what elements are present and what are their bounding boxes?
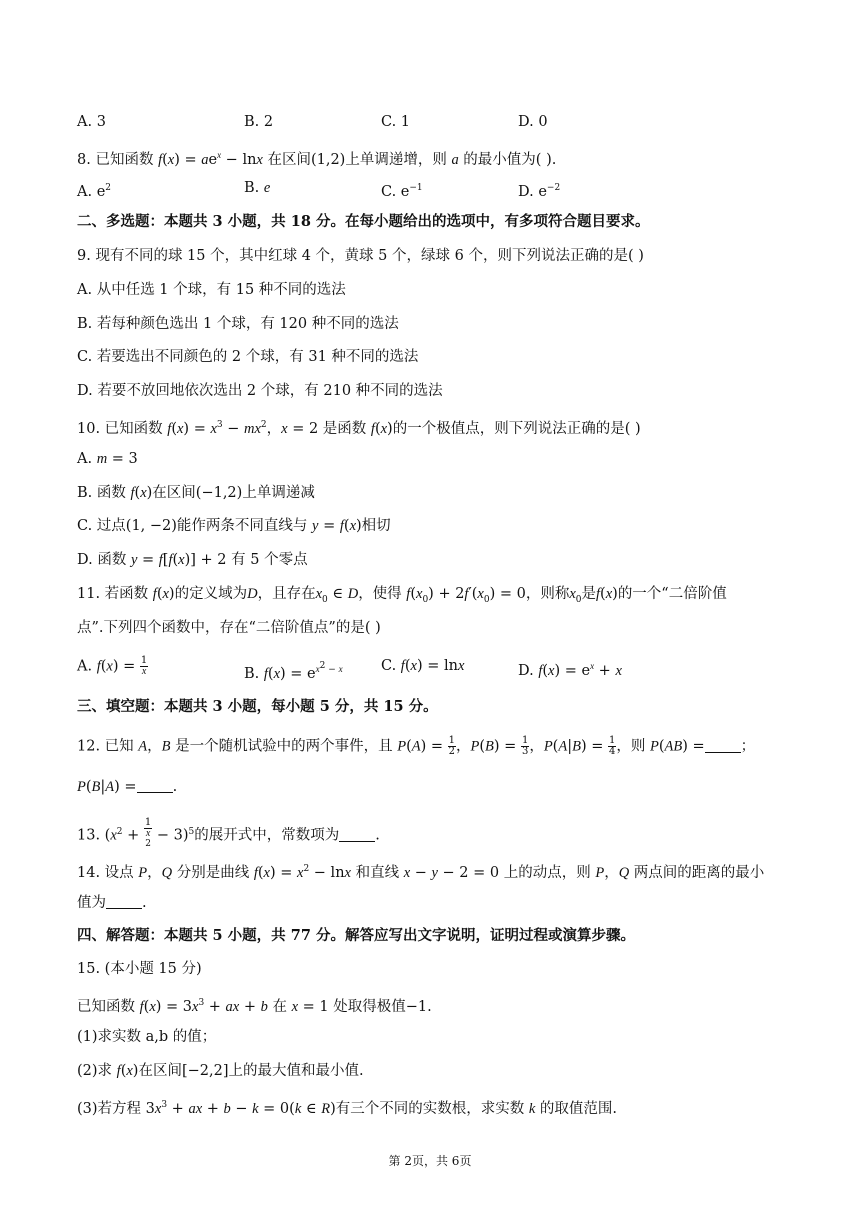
q11-option-c: C. f(x) = lnx <box>381 658 465 674</box>
section-4-heading: 四、解答题：本题共 5 小题，共 77 分。解答应写出文字说明，证明过程或演算步骤。 <box>77 927 635 944</box>
q13-answer-blank <box>339 827 375 842</box>
q12-stem-line1: 12. 已知 A，B 是一个随机试验中的两个事件，且 P(A) = $\frac{1}{2}$ ，P(B) = $\frac{1}{3}$ ，P(A|B) = $\frac{1}{4}$ ，则 P(AB) = ； <box>77 735 756 757</box>
page-footer: 第 2页，共 6页 <box>388 1154 472 1168</box>
q11-stem-line2: 点”.下列四个函数中，存在“二倍阶值点”的是( ) <box>77 620 381 636</box>
q8-option-c: C. $e^{-1}$ <box>381 183 423 200</box>
q7-option-a: A. 3 <box>77 114 106 130</box>
q9-option-c: C. 若要选出不同颜色的 2 个球，有 31 种不同的选法 <box>77 349 419 365</box>
q14-answer-blank <box>106 894 142 909</box>
q7-option-b: B. 2 <box>244 114 274 130</box>
q8-option-a: A. $e^2$ <box>77 183 112 200</box>
section-2-heading: 二、多选题：本题共 3 小题，共 18 分。在每小题给出的选项中，有多项符合题目要求。 <box>77 213 650 230</box>
q7-option-c: C. 1 <box>381 114 411 130</box>
q11-option-a: A. f(x) = $\frac{1}{x}$ <box>77 655 148 677</box>
q10-option-b: B. 函数 f(x)在区间(−1,2)上单调递减 <box>77 485 315 501</box>
q12-answer-blank-1 <box>705 738 741 753</box>
q11-option-b: B. $f(x) = e^{x^2 - x}$ <box>244 661 343 682</box>
q10-option-d: D. 函数 y = f[f(x)] + 2 有 5 个零点 <box>77 552 308 568</box>
q9-option-a: A. 从中任选 1 个球，有 15 种不同的选法 <box>77 282 346 298</box>
q10-option-c: C. 过点(1, −2)能作两条不同直线与 y = f(x)相切 <box>77 518 391 534</box>
q10-stem: 10. 已知函数 $f(x) = x^3 - mx^2$，x = 2 是函数 f(x)的一个极值点，则下列说法正确的是( ) <box>77 420 641 437</box>
q8-option-d: D. $e^{-2}$ <box>518 183 561 200</box>
q11-stem-line1: 11. 若函数 f(x)的定义域为D，且存在$x_0$ ∈ D，使得 $f(x_0) + 2f'(x_0) = 0$，则称$x_0$是f(x)的一个“二倍阶值 <box>77 586 727 605</box>
q12-stem-line2: P(B|A) = . <box>77 779 178 795</box>
section-3-heading: 三、填空题：本题共 3 小题，每小题 5 分，共 15 分。 <box>77 698 438 715</box>
q9-stem: 9. 现有不同的球 15 个，其中红球 4 个，黄球 5 个，绿球 6 个，则下列说法正确的是( ) <box>77 248 644 264</box>
q15-part-1: (1)求实数 a,b 的值； <box>77 1029 217 1045</box>
q15-part-2: (2)求 f(x)在区间[−2,2]上的最大值和最小值. <box>77 1063 364 1079</box>
q15-part-3: (3)若方程 $3x^3$ + ax + b − k = 0(k ∈ R)有三个不同的实数根，求实数 k 的取值范围. <box>77 1100 617 1117</box>
q7-option-d: D. 0 <box>518 114 548 130</box>
q14-stem-line1: 14. 设点 P，Q 分别是曲线 $f(x) = x^2 - \ln x$ 和直线 x − y − 2 = 0 上的动点，则 P，Q 两点间的距离的最小 <box>77 864 765 881</box>
q15-stem: 已知函数 $f(x) = 3x^3$ + ax + b 在 x = 1 处取得极值−1. <box>77 998 432 1015</box>
q10-option-a: A. m = 3 <box>77 451 138 467</box>
q15-heading: 15. (本小题 15 分) <box>77 961 202 977</box>
q8-option-b: B. e <box>244 180 271 196</box>
q13-stem: 13. ($x^2$ + 1 x $^2$ − 3)$^5$的展开式中，常数项为 . <box>77 817 380 849</box>
q12-answer-blank-2 <box>137 778 173 793</box>
q9-option-d: D. 若要不放回地依次选出 2 个球，有 210 种不同的选法 <box>77 383 443 399</box>
q9-option-b: B. 若每种颜色选出 1 个球，有 120 种不同的选法 <box>77 316 399 332</box>
q14-stem-line2: 值为 . <box>77 895 147 911</box>
q8-stem: 8. 已知函数 $f(x) = ae^x - \ln x$ 在区间(1,2)上单调递增，则 a 的最小值为( ). <box>77 150 557 168</box>
q11-option-d: D. $f(x) = e^x + x$ <box>518 661 622 679</box>
